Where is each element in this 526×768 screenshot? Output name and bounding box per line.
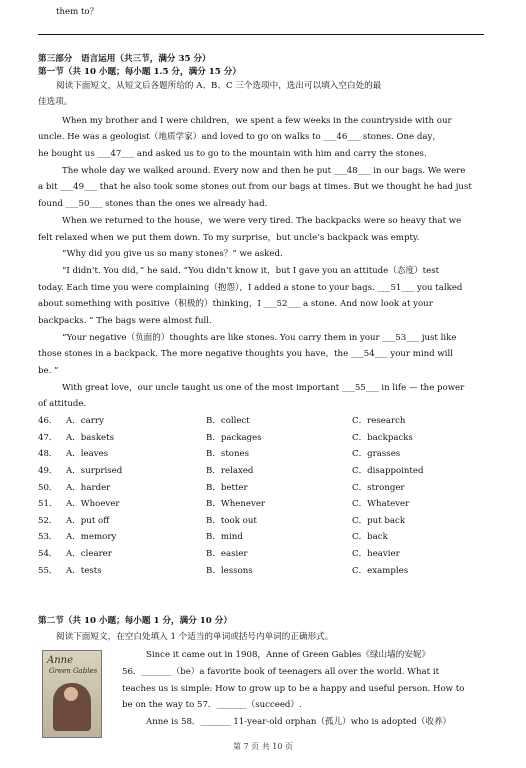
- option-b: B．easier: [206, 549, 248, 559]
- book-cover-image: [42, 650, 102, 738]
- passage2-line: teaches us is simple: How to grow up to be a happy and useful person. How to: [122, 684, 465, 694]
- passage-line: The whole day we walked around. Every now and then he put ___48___ in our bags. We were: [62, 166, 466, 176]
- passage-line: a bit ___49___ that he also took some stones out from our bags at times. But we thought he had just: [38, 182, 472, 192]
- option-a: A．put off: [66, 516, 110, 526]
- passage-line: uncle. He was a geologist（地质学家）and loved to go on walks to ___46___ stones. One day，: [38, 132, 441, 142]
- option-b: B．took out: [206, 516, 257, 526]
- option-c: C．put back: [352, 516, 406, 526]
- question-number: 46．: [38, 416, 58, 426]
- option-c: C．back: [352, 532, 388, 542]
- question-number: 54．: [38, 549, 58, 559]
- passage-line: With great love，our uncle taught us one of the most important ___55___ in life — the power: [62, 383, 465, 393]
- previous-question-fragment: them to？: [56, 7, 99, 17]
- passage-line: be. ”: [38, 366, 59, 376]
- cover-subtitle: Green Gables: [49, 667, 98, 675]
- option-a: A．Whoever: [66, 499, 120, 509]
- section-title: 第三部分 语言运用（共三节，满分 35 分）: [38, 54, 211, 64]
- option-a: A．baskets: [66, 433, 114, 443]
- instructions-line: 佳选项。: [38, 97, 73, 107]
- option-b: B．mind: [206, 532, 243, 542]
- divider: [38, 34, 484, 35]
- question-number: 55．: [38, 566, 58, 576]
- option-c: C．grasses: [352, 449, 401, 459]
- question-number: 51．: [38, 499, 58, 509]
- question-number: 53．: [38, 532, 58, 542]
- option-c: C．examples: [352, 566, 409, 576]
- question-number: 47．: [38, 433, 58, 443]
- option-c: C．stronger: [352, 483, 405, 493]
- passage-line: felt relaxed when we put them down. To my surprise，but uncle’s backpack was empty.: [38, 233, 420, 243]
- passage2-line: Anne is 58．_______ 11-year-old orphan（孤儿）who is adopted（收养）: [146, 717, 452, 727]
- subsection-title: 第二节（共 10 小题；每小题 1 分，满分 10 分）: [38, 616, 232, 626]
- option-b: B．Whenever: [206, 499, 266, 509]
- option-b: B．lessons: [206, 566, 253, 576]
- passage-line: When my brother and I were children，we spent a few weeks in the countryside with our: [62, 116, 452, 126]
- passage2-line: 56．_______（be）a favorite book of teenagers all over the world. What it: [122, 667, 440, 677]
- passage-line: of attitude.: [38, 399, 87, 409]
- passage-line: “Your negative（负面的）thoughts are like stones. You carry them in your ___53___ just like: [62, 333, 457, 343]
- passage-line: he bought us ___47___ and asked us to go to the mountain with him and carry the stones.: [38, 149, 427, 159]
- option-a: A．harder: [66, 483, 111, 493]
- option-b: B．collect: [206, 416, 250, 426]
- cover-face: [64, 687, 78, 701]
- question-number: 48．: [38, 449, 58, 459]
- subsection-title: 第一节（共 10 小题；每小题 1.5 分，满分 15 分）: [38, 67, 241, 77]
- passage-line: “Why did you give us so many stones？” we asked.: [62, 249, 283, 259]
- instructions-line: 阅读下面短文，在空白处填入 1 个适当的单词或括号内单词的正确形式。: [56, 632, 334, 642]
- option-a: A．tests: [66, 566, 102, 576]
- passage-line: backpacks. ” The bags were almost full.: [38, 316, 212, 326]
- option-b: B．packages: [206, 433, 262, 443]
- option-c: C．research: [352, 416, 406, 426]
- option-b: B．better: [206, 483, 248, 493]
- question-number: 52．: [38, 516, 58, 526]
- page-footer: 第 7 页 共 10 页: [233, 742, 293, 751]
- option-a: A．surprised: [66, 466, 123, 476]
- passage-line: When we returned to the house，we were very tired. The backpacks were so heavy that we: [62, 216, 462, 226]
- option-a: A．carry: [66, 416, 104, 426]
- passage-line: about something with positive（积极的）thinking，I ___52___ a stone. And now look at your: [38, 299, 433, 309]
- passage-line: today. Each time you were complaining（抱怨），I added a stone to your bags. ___51___ you talked: [38, 283, 463, 293]
- option-c: C．backpacks: [352, 433, 413, 443]
- option-c: C．heavier: [352, 549, 400, 559]
- passage-line: those stones in a backpack. The more negative thoughts you have，the ___54___ your mind will: [38, 349, 454, 359]
- option-a: A．memory: [66, 532, 117, 542]
- cover-title: Anne: [47, 655, 74, 666]
- passage-line: “I didn’t. You did，” he said. “You didn’t know it，but I gave you an attitude（态度）test: [62, 266, 440, 276]
- passage-line: found ___50___ stones than the ones we already had.: [38, 199, 268, 209]
- question-number: 50．: [38, 483, 58, 493]
- option-a: A．clearer: [66, 549, 112, 559]
- instructions-line: 阅读下面短文，从短文后各题所给的 A、B、C 三个选项中，选出可以填入空白处的最: [56, 81, 382, 91]
- passage2-line: Since it came out in 1908，Anne of Green Gables《绿山墙的安妮》: [146, 650, 431, 660]
- option-b: B．stones: [206, 449, 249, 459]
- option-b: B．relaxed: [206, 466, 254, 476]
- option-c: C．disappointed: [352, 466, 424, 476]
- question-number: 49．: [38, 466, 58, 476]
- passage2-line: be on the way to 57．_______（succeed）.: [122, 700, 302, 710]
- option-c: C．Whatever: [352, 499, 410, 509]
- option-a: A．leaves: [66, 449, 109, 459]
